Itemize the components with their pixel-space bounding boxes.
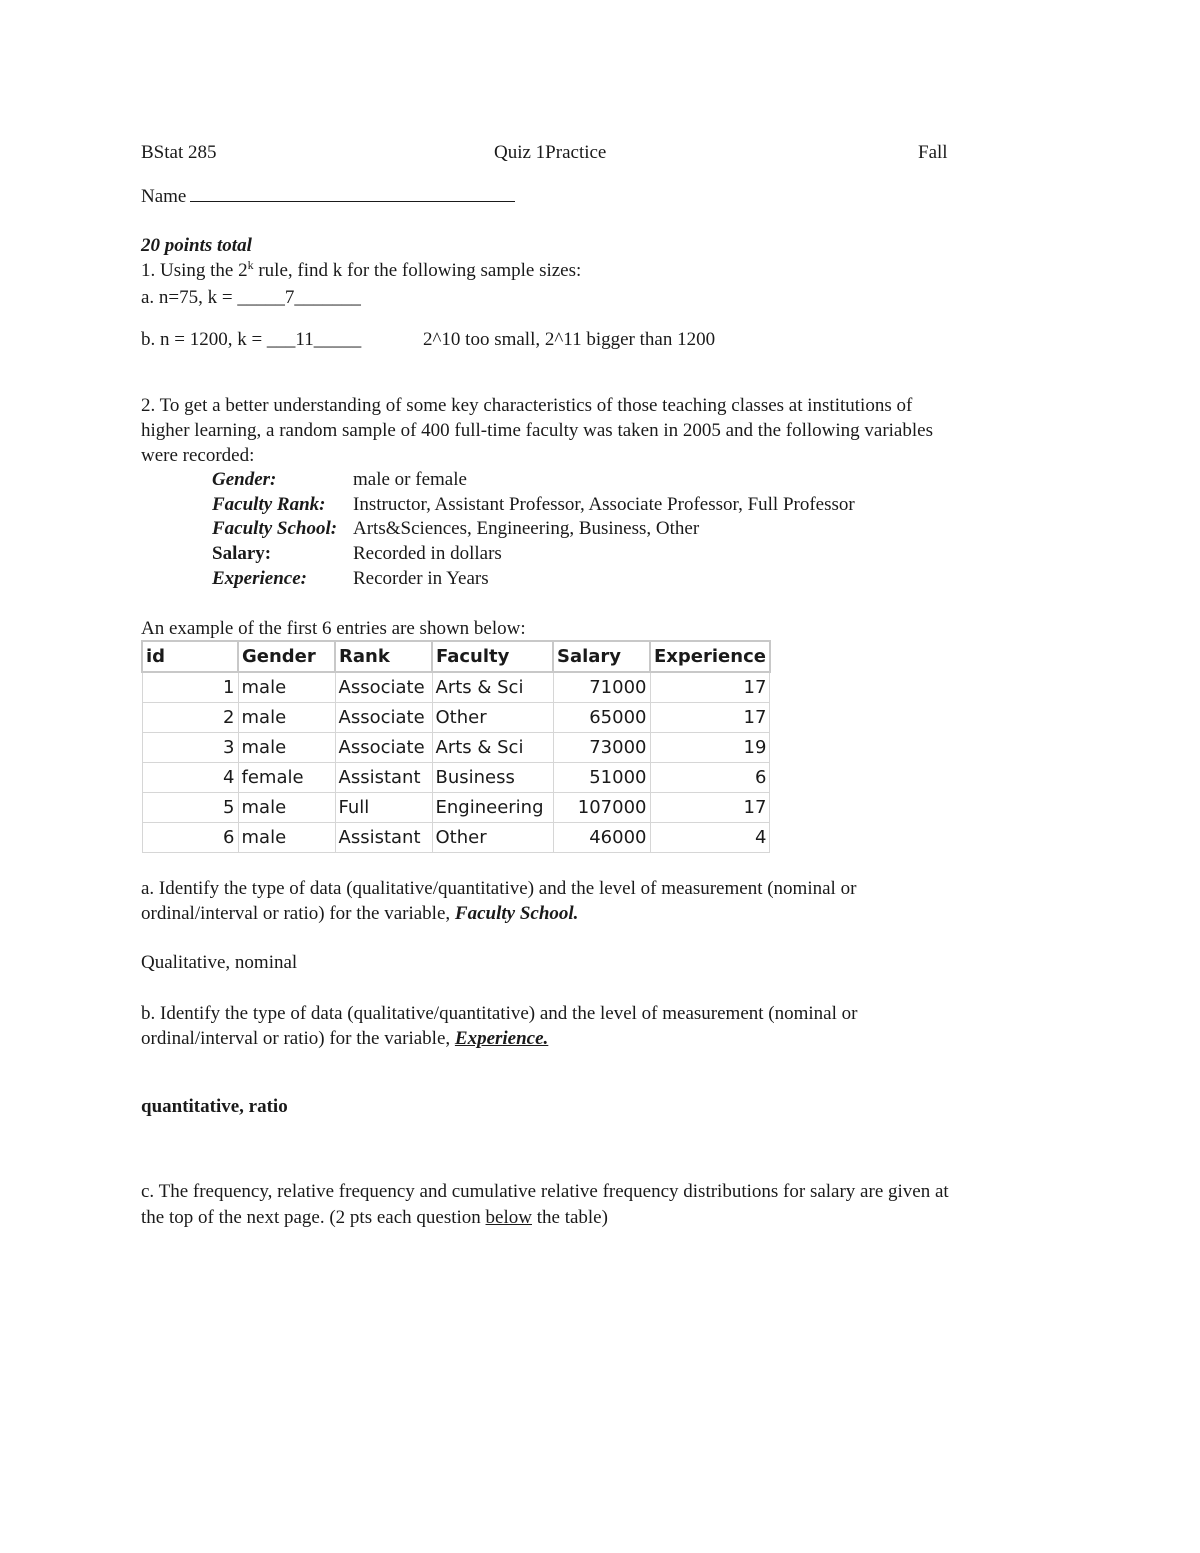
- column-header: Gender: [238, 641, 335, 672]
- table-cell: 17: [650, 672, 770, 703]
- variable-label: Salary:: [212, 543, 272, 564]
- q2a-line-1: a. Identify the type of data (qualitative/quantitative) and the level of measurement (nominal or: [141, 878, 857, 899]
- table-cell: 19: [650, 733, 770, 763]
- table-row: [142, 703, 770, 733]
- table-cell: Engineering: [432, 793, 553, 823]
- q1-part-b-text: b. n = 1200, k = ___11_____: [141, 329, 362, 350]
- q2b-line-2-text: ordinal/interval or ratio) for the variable,: [141, 1028, 455, 1049]
- q1-prefix: 1. Using the 2: [141, 260, 248, 281]
- table-cell: 4: [650, 823, 770, 853]
- term-label: Fall: [918, 142, 948, 163]
- table-cell: Other: [432, 823, 553, 853]
- table-cell: Assistant: [335, 823, 432, 853]
- variable-row-gender: [212, 468, 467, 492]
- q1-part-b-note: 2^10 too small, 2^11 bigger than 1200: [423, 329, 716, 350]
- table-cell: 73000: [553, 733, 650, 763]
- name-blank-line: [190, 185, 515, 202]
- table-row: [142, 672, 770, 703]
- table-header-row: [142, 641, 770, 672]
- variable-row-salary: [212, 542, 502, 566]
- column-header: id: [142, 641, 238, 672]
- table-row: [142, 793, 770, 823]
- table-cell: 71000: [553, 672, 650, 703]
- table-cell: Arts & Sci: [432, 733, 553, 763]
- points-total: 20 points total: [141, 235, 252, 256]
- q2a-line-2-text: ordinal/interval or ratio) for the variable,: [141, 903, 455, 924]
- q1-prompt: [141, 259, 581, 283]
- table-cell: 4: [142, 763, 238, 793]
- column-header: Rank: [335, 641, 432, 672]
- table-cell: 3: [142, 733, 238, 763]
- q2c-line-2-text: the top of the next page. (2 pts each question: [141, 1207, 486, 1228]
- table-cell: 6: [142, 823, 238, 853]
- variable-row-school: [212, 517, 699, 541]
- table-cell: Arts & Sci: [432, 672, 553, 703]
- table-cell: 1: [142, 672, 238, 703]
- column-header: Salary: [553, 641, 650, 672]
- table-cell: female: [238, 763, 335, 793]
- variable-label: Faculty School:: [212, 518, 338, 539]
- variable-row-rank: [212, 493, 855, 517]
- q2c-line-2: [141, 1206, 608, 1230]
- name-label: Name: [141, 186, 187, 207]
- column-header: Experience: [650, 641, 770, 672]
- q1-superscript: k: [247, 258, 254, 272]
- table-cell: 17: [650, 703, 770, 733]
- table-cell: Other: [432, 703, 553, 733]
- q2a-variable: Faculty School.: [454, 903, 579, 924]
- table-cell: male: [238, 672, 335, 703]
- q2c-line-2-suffix: the table): [531, 1207, 608, 1228]
- variable-desc: male or female: [353, 469, 467, 490]
- q2-line-2: higher learning, a random sample of 400 full-time faculty was taken in 2005 and the following variables: [141, 420, 933, 441]
- table-cell: 46000: [553, 823, 650, 853]
- table-cell: Associate: [335, 733, 432, 763]
- table-cell: male: [238, 703, 335, 733]
- table-cell: male: [238, 793, 335, 823]
- table-row: [142, 733, 770, 763]
- q2b-line-2: [141, 1027, 548, 1051]
- q1-part-b: [141, 328, 361, 352]
- variable-desc: Arts&Sciences, Engineering, Business, Other: [353, 518, 700, 539]
- name-row: [141, 185, 515, 209]
- table-cell: 17: [650, 793, 770, 823]
- q2b-answer: quantitative, ratio: [141, 1096, 288, 1117]
- table-cell: male: [238, 823, 335, 853]
- example-intro: An example of the first 6 entries are shown below:: [141, 618, 526, 639]
- variable-desc: Instructor, Assistant Professor, Associate Professor, Full Professor: [353, 494, 855, 515]
- table-cell: 107000: [553, 793, 650, 823]
- faculty-data-table: [141, 640, 771, 853]
- column-header: Faculty: [432, 641, 553, 672]
- variable-desc: Recorder in Years: [353, 568, 489, 589]
- table-cell: Assistant: [335, 763, 432, 793]
- variable-label: Faculty Rank:: [212, 494, 326, 515]
- table-cell: Full: [335, 793, 432, 823]
- q2-line-1: 2. To get a better understanding of some key characteristics of those teaching classes at institutions of: [141, 395, 913, 416]
- course-label: BStat 285: [141, 142, 217, 163]
- variable-row-experience: [212, 567, 489, 591]
- table-cell: 6: [650, 763, 770, 793]
- table-row: [142, 763, 770, 793]
- q2c-line-1: c. The frequency, relative frequency and cumulative relative frequency distributions for salary are given at: [141, 1181, 949, 1202]
- variable-label: Experience:: [212, 568, 307, 589]
- q1-part-a: a. n=75, k = _____7_______: [141, 287, 361, 308]
- document-title: Quiz 1Practice: [494, 142, 607, 163]
- table-row: [142, 823, 770, 853]
- table-cell: Associate: [335, 703, 432, 733]
- q2b-variable: Experience.: [454, 1028, 549, 1049]
- table-cell: Associate: [335, 672, 432, 703]
- table-cell: 2: [142, 703, 238, 733]
- variable-label: Gender:: [212, 469, 277, 490]
- q2b-line-1: b. Identify the type of data (qualitative/quantitative) and the level of measurement (nominal or: [141, 1003, 858, 1024]
- q2a-line-2: [141, 902, 578, 926]
- q2c-underlined-word: below: [485, 1207, 532, 1228]
- q2a-answer: Qualitative, nominal: [141, 952, 298, 973]
- table-cell: male: [238, 733, 335, 763]
- q1-suffix: rule, find k for the following sample sizes:: [253, 260, 582, 281]
- table-cell: 5: [142, 793, 238, 823]
- variable-desc: Recorded in dollars: [353, 543, 502, 564]
- table-cell: 65000: [553, 703, 650, 733]
- table-cell: 51000: [553, 763, 650, 793]
- q2-line-3: were recorded:: [141, 445, 255, 466]
- table-cell: Business: [432, 763, 553, 793]
